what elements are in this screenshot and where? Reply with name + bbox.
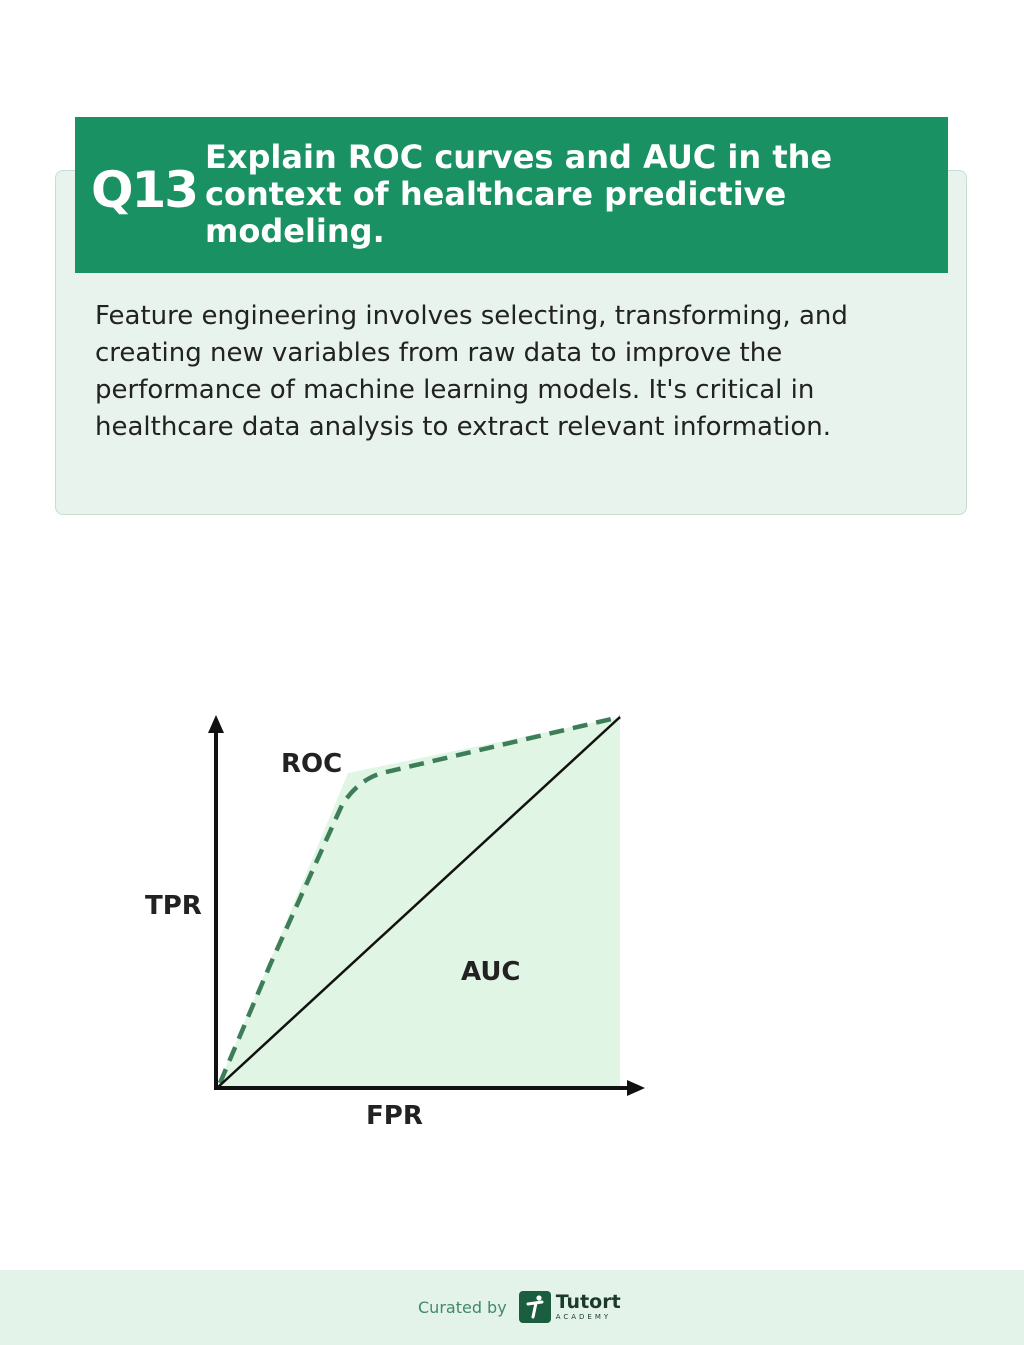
fpr-label: FPR — [366, 1101, 423, 1131]
footer-bar — [0, 1270, 1024, 1345]
footer-branding — [418, 1289, 621, 1325]
roc-auc-diagram — [130, 695, 650, 1135]
answer-text: Feature engineering involves selecting, transforming, and creating new variables from raw data to improve the performance of machine learning models. It's critical in healthcare data analysis to extract relevant information. — [95, 301, 848, 442]
y-axis-arrow-icon — [208, 715, 224, 733]
roc-label: ROC — [281, 749, 343, 779]
curated-by-text: Curated by — [418, 1297, 507, 1317]
logo-wordmark — [556, 1293, 621, 1321]
tpr-label: TPR — [145, 891, 202, 921]
brand-subtitle: ACADEMY — [555, 1313, 612, 1321]
brand-name: Tutort — [555, 1291, 621, 1313]
question-number: Q13 — [91, 161, 198, 219]
question-title: Explain ROC curves and AUC in the context of healthcare predictive modeling. — [205, 138, 833, 250]
x-axis-arrow-icon — [627, 1080, 645, 1096]
auc-label: AUC — [461, 957, 521, 987]
tutort-logo-icon — [519, 1291, 551, 1323]
question-header — [75, 117, 948, 273]
